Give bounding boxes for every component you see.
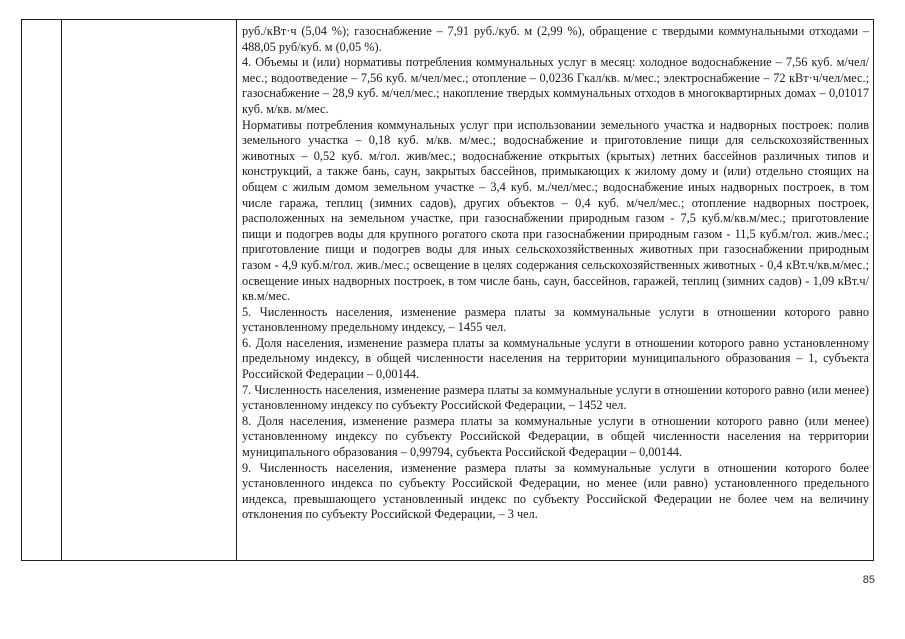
paragraph-item-7: 7. Численность населения, изменение размера платы за коммунальные услуги в отношении которого равно (или менее) установленному индексу по субъекту Российской Федерации, – 1452 чел. <box>242 382 869 413</box>
document-table <box>21 19 874 561</box>
text-cell <box>242 24 869 523</box>
paragraph-item-4: 4. Объемы и (или) нормативы потребления коммунальных услуг в месяц: холодное водоснабжение – 7,56 куб. м/чел/мес.; водоотведение – 7,56 куб. м/чел/мес.; отопление – 0,0236 Гкал/кв. м/мес.; электроснабжение – 72 кВт·ч/чел/мес.; газоснабжение – 28,9 куб. м/чел/мес.; накопление твердых коммунальных отходов в многоквартирных домах – 0,01017 куб. м/кв. м/мес. <box>242 55 869 116</box>
column-divider-2 <box>236 20 237 560</box>
paragraph-tariff-continuation: руб./кВт·ч (5,04 %); газоснабжение – 7,91 руб./куб. м (2,99 %), обращение с твердыми коммунальными отходами – 488,05 руб/куб. м (0,05 %). <box>242 24 869 54</box>
page-number: 85 <box>862 574 875 586</box>
column-divider-1 <box>61 20 62 560</box>
paragraph-item-5: 5. Численность населения, изменение размера платы за коммунальные услуги в отношении которого равно установленному предельному индексу, – 1455 чел. <box>242 304 869 335</box>
paragraph-land-norms: Нормативы потребления коммунальных услуг при использовании земельного участка и надворных построек: полив земельного участка – 0,18 куб. м/кв. м/мес.; водоснабжение и приготовление пищи для сельскохозяйственных животных – 0,52 куб. м/гол. жив/мес.; водоснабжение открытых (крытых) летних бассейнов различных типов и конструкций, а также бань, саун, закрытых бассейнов, примыкающих к жилому дому и (или) отдельно стоящих на общем с жилым домом земельном участке – 3,4 куб. м./чел/мес.; водоснабжение иных надворных построек, в том числе гаража, теплиц (зимних садов), других объектов – 0,4 куб. м/чел/мес.; отопление надворных построек, расположенных на земельном участке, при газоснабжении природным газом - 7,5 куб.м/кв.м/мес.; приготовление пищи и подогрев воды для крупного рогатого скота при газоснабжении природным газом - 11,5 куб.м/гол. жив./мес.; приготовление пищи и подогрев воды для иных сельскохозяйственных животных при газоснабжении природным газом - 4,9 куб.м/гол. жив./мес.; освещение в целях содержания сельскохозяйственных животных - 0,4 кВт.ч/кв.м/мес.; освещение иных надворных построек, в том числе бань, саун, бассейнов, гаражей, теплиц (зимних садов) - 1,09 кВт.ч/кв.м/мес. <box>242 117 869 304</box>
paragraph-item-8: 8. Доля населения, изменение размера платы за коммунальные услуги в отношении которого равно (или менее) установленному индексу по субъекту Российской Федерации, в общей численности населения на территории муниципального образования – 0,99794, субъекта Российской Федерации – 0,00144. <box>242 413 869 460</box>
paragraph-item-9: 9. Численность населения, изменение размера платы за коммунальные услуги в отношении которого более установленного индекса по субъекту Российской Федерации, но менее (или равно) установленного предельного индекса, превышающего установленный индекс по субъекту Российской Федерации не более чем на величину отклонения по субъекту Российской Федерации, – 3 чел. <box>242 460 869 522</box>
paragraph-item-6: 6. Доля населения, изменение размера платы за коммунальные услуги в отношении которого равно установленному предельному индексу, в общей численности населения на территории муниципального образования – 1, субъекта Российской Федерации – 0,00144. <box>242 335 869 382</box>
